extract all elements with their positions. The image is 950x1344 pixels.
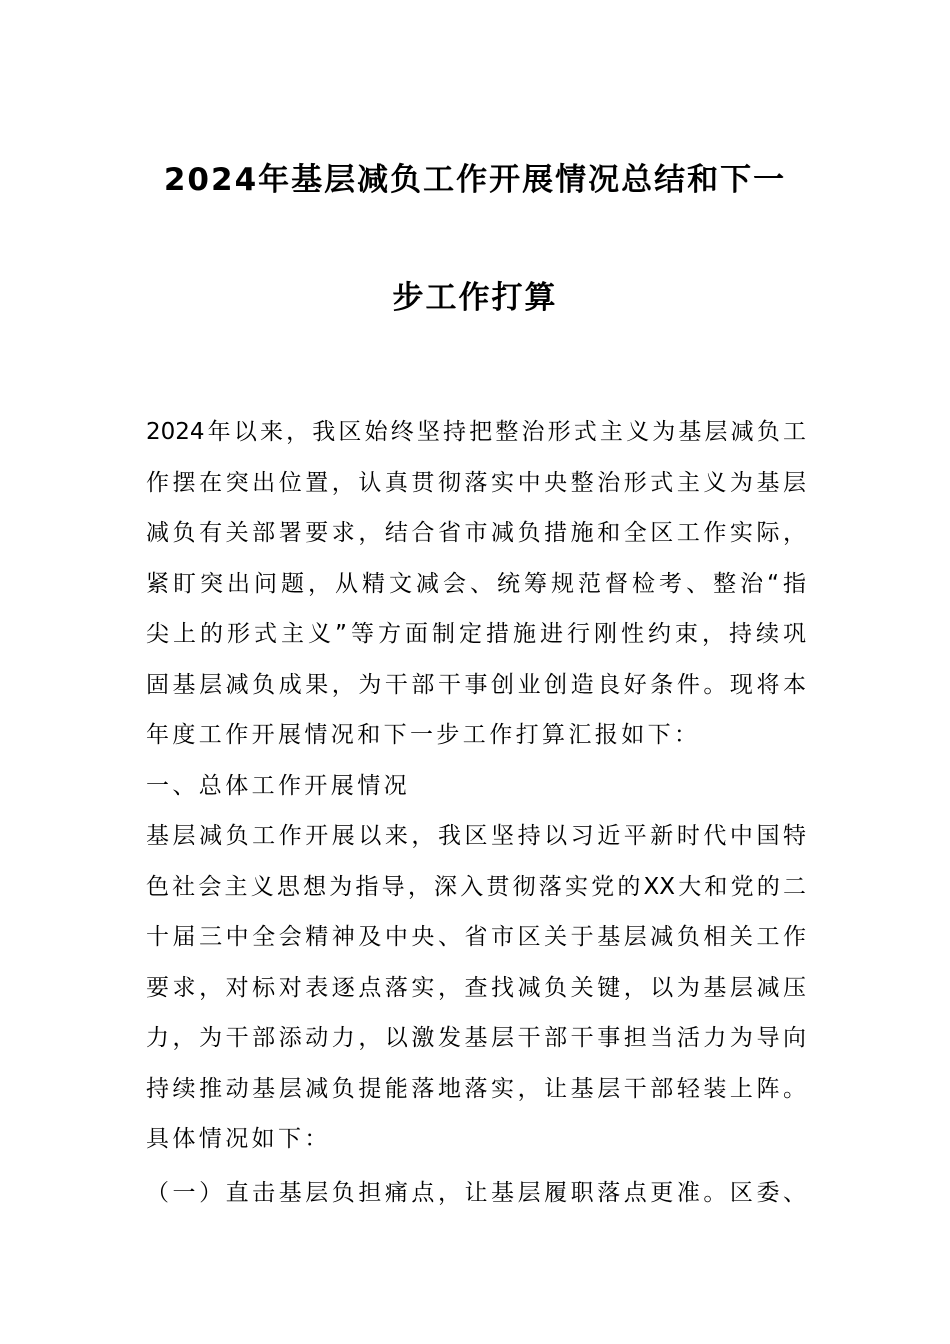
body-line: 2024年以来，我区始终坚持把整治形式主义为基层减负工 (146, 419, 806, 445)
body-line: 紧盯突出问题，从精文减会、统筹规范督检考、整治“指 (146, 570, 806, 597)
body-line: 基层减负工作开展以来，我区坚持以习近平新时代中国特 (146, 823, 806, 849)
section-heading: 一、总体工作开展情况 (146, 772, 410, 799)
body-line: 固基层减负成果，为干部干事创业创造良好条件。现将本 (146, 671, 806, 698)
body-line: 作摆在突出位置，认真贯彻落实中央整治形式主义为基层 (146, 469, 806, 496)
subsection-heading: （一）直击基层负担痛点，让基层履职落点更准。区委、 (146, 1179, 806, 1206)
document-title-line-2: 步工作打算 (392, 280, 558, 316)
body-line: 色社会主义思想为指导，深入贯彻落实党的XX大和党的二 (146, 873, 806, 900)
body-line: 持续推动基层减负提能落地落实，让基层干部轻装上阵。 (146, 1075, 806, 1102)
body-line: 十届三中全会精神及中央、省市区关于基层减负相关工作 (146, 924, 806, 950)
document-body (146, 407, 806, 1218)
body-line: 具体情况如下： (146, 1126, 331, 1152)
document-title-line-1: 2024年基层减负工作开展情况总结和下一 (163, 162, 787, 198)
body-line: 年度工作开展情况和下一步工作打算汇报如下： (146, 722, 701, 748)
body-line: 尖上的形式主义”等方面制定措施进行刚性约束，持续巩 (146, 621, 806, 647)
body-line: 力，为干部添动力，以激发基层干部干事担当活力为导向 (146, 1025, 806, 1051)
body-line: 减负有关部署要求，结合省市减负措施和全区工作实际， (146, 520, 806, 546)
body-line: 要求，对标对表逐点落实，查找减负关键，以为基层减压 (146, 974, 806, 1001)
